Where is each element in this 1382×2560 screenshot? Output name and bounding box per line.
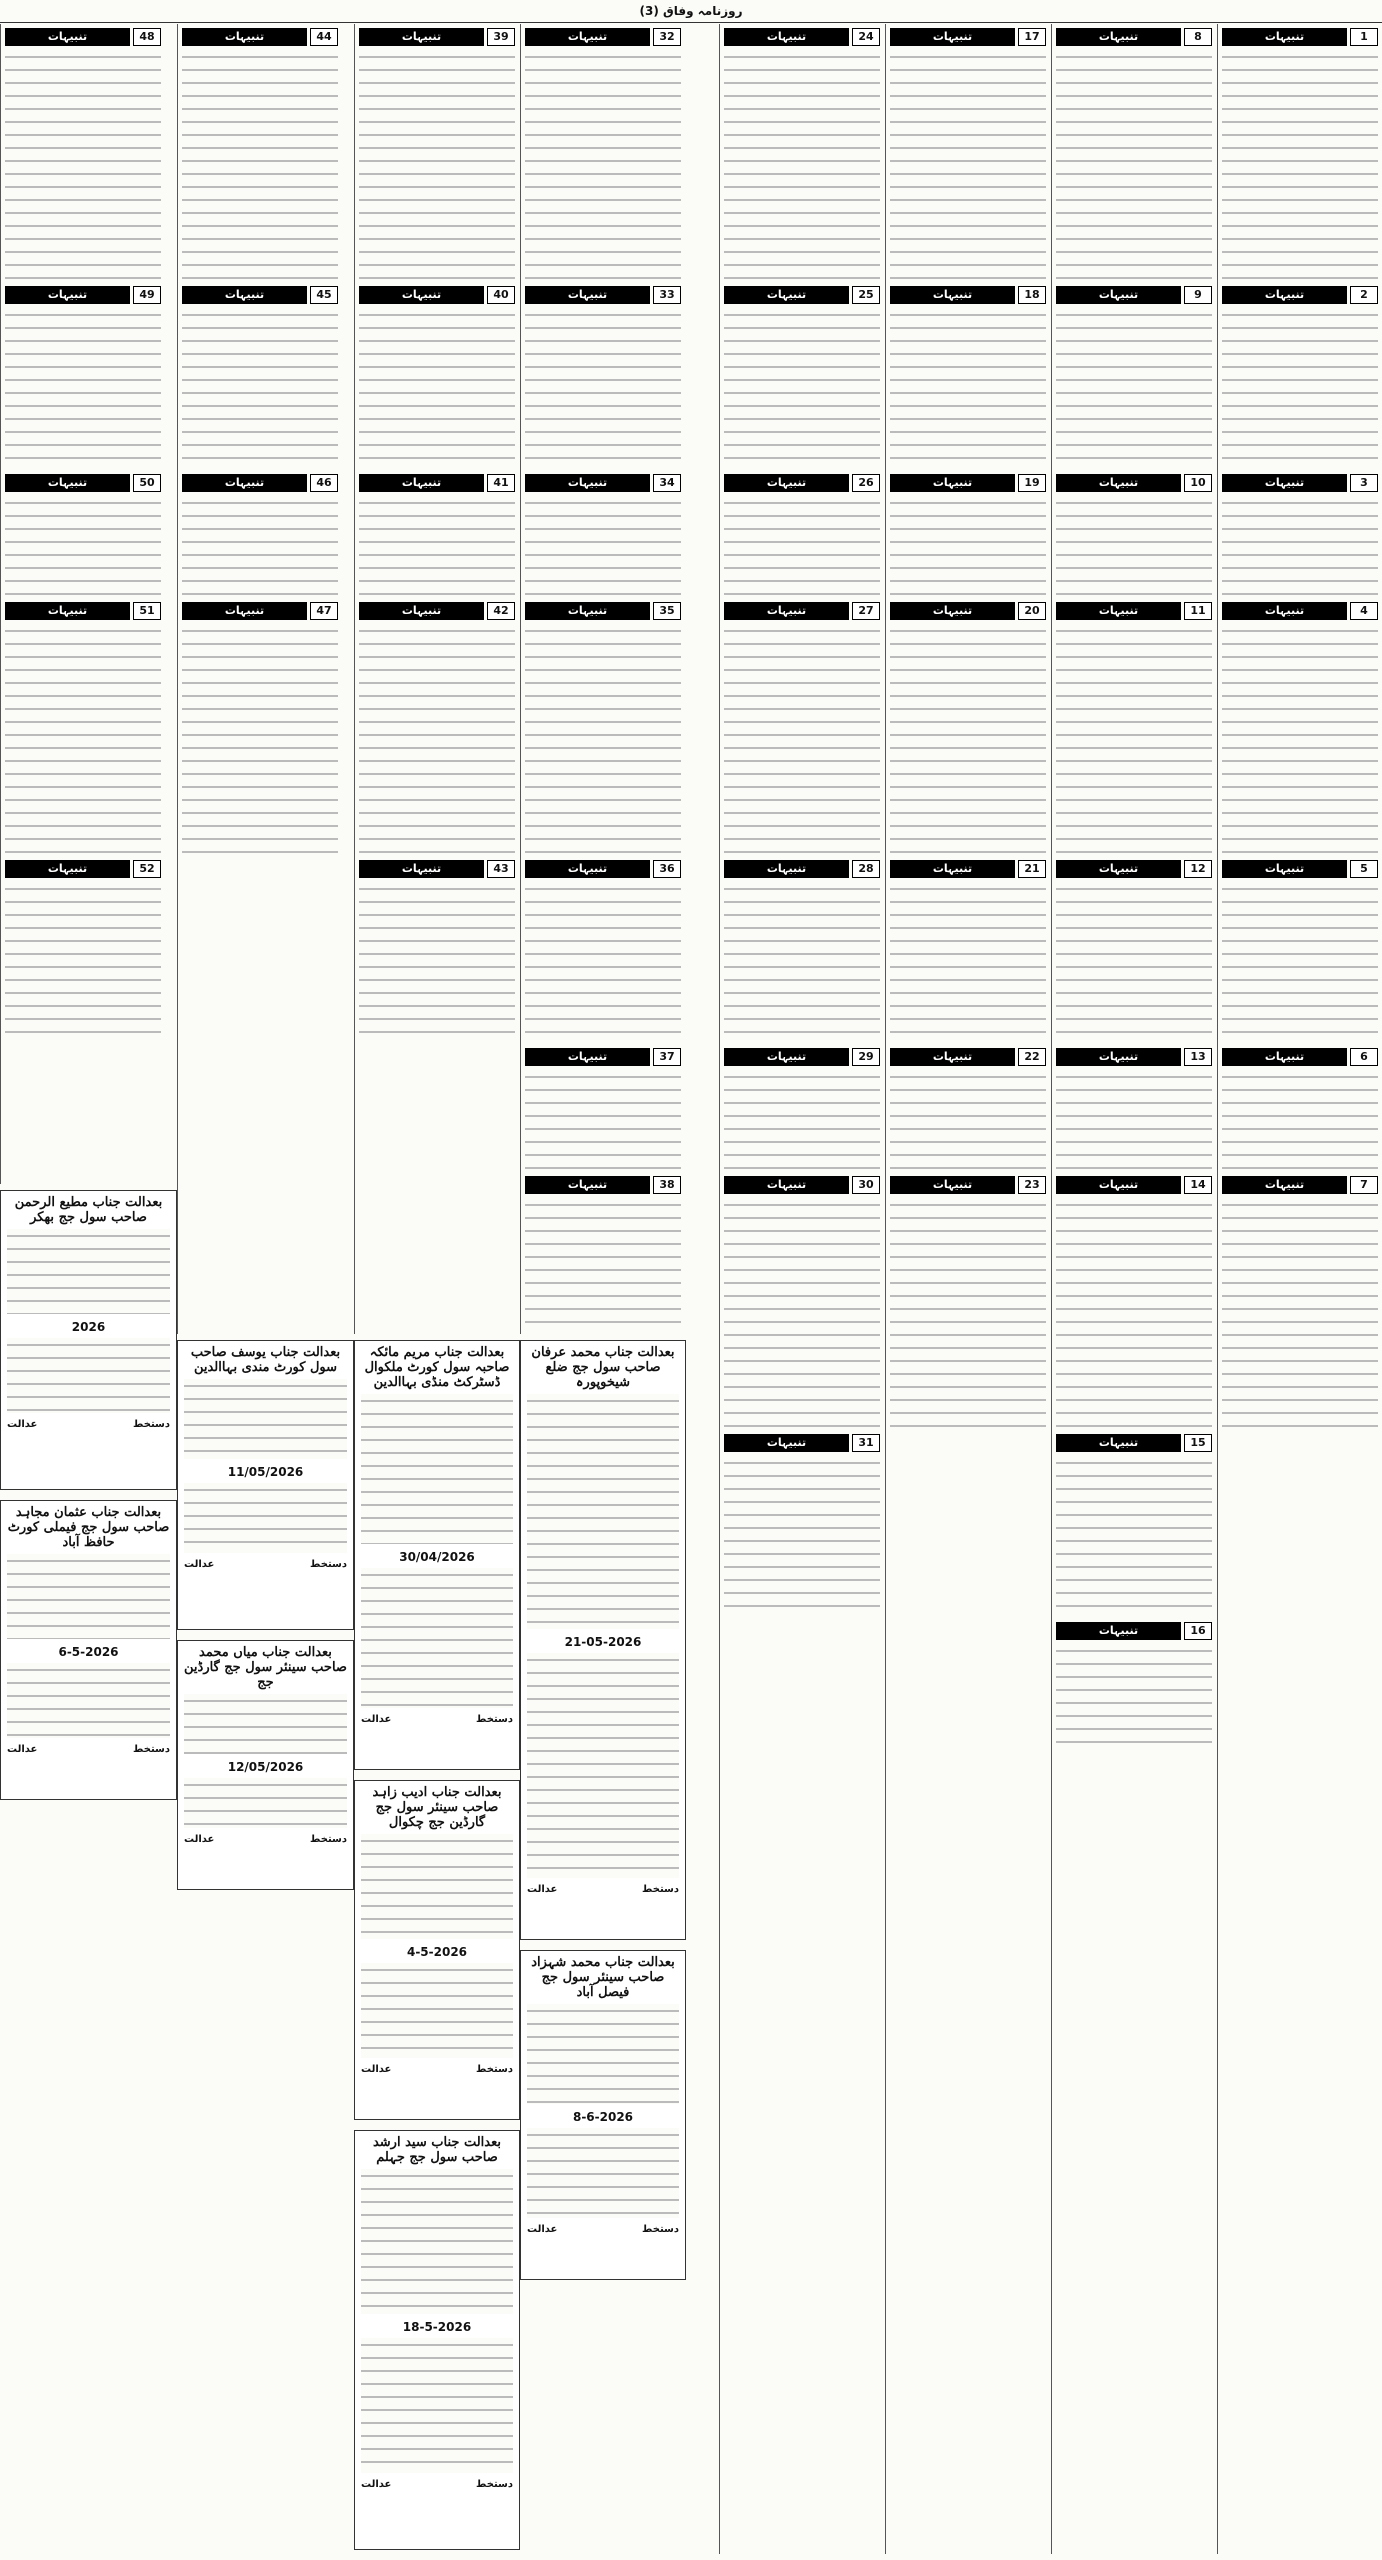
court-label: عدالت xyxy=(361,2479,392,2490)
news-text-block xyxy=(1222,496,1378,596)
news-text-block xyxy=(182,50,338,280)
notice-number: 52 xyxy=(133,860,161,878)
court-label: عدالت xyxy=(527,1884,558,1895)
notice-number: 49 xyxy=(133,286,161,304)
news-column xyxy=(0,24,165,1184)
notice-signature-row xyxy=(361,1714,513,1725)
notice-label xyxy=(359,474,515,492)
court-notice-title: بعدالت جناب ادیب زاہد صاحب سینئر سول جج گارڈین جج چکوال xyxy=(372,1785,502,1830)
court-notice xyxy=(354,2130,520,2550)
court-label: عدالت xyxy=(7,1419,38,1430)
notice-number: 45 xyxy=(310,286,338,304)
notice-label-text: تنبیہات xyxy=(5,286,130,304)
notice-number: 13 xyxy=(1184,1048,1212,1066)
news-text-block xyxy=(724,1198,880,1428)
news-text-block xyxy=(1222,624,1378,854)
news-column xyxy=(520,24,685,1334)
notice-text-block xyxy=(361,2338,513,2473)
notice-number: 2 xyxy=(1350,286,1378,304)
notice-number: 25 xyxy=(852,286,880,304)
notice-label-text: تنبیہات xyxy=(525,860,650,878)
signature-label: دستخط xyxy=(476,2479,513,2490)
notice-text-block xyxy=(527,2004,679,2104)
notice-label xyxy=(182,28,338,46)
news-text-block xyxy=(182,496,338,596)
news-text-block xyxy=(890,624,1046,854)
signature-label: دستخط xyxy=(133,1744,170,1755)
notice-label xyxy=(1222,602,1378,620)
notice-label-text: تنبیہات xyxy=(1222,286,1347,304)
notice-label xyxy=(1056,602,1212,620)
signature-label: دستخط xyxy=(133,1419,170,1430)
news-column xyxy=(719,24,884,2554)
notice-label-text: تنبیہات xyxy=(1056,1048,1181,1066)
notice-number: 6 xyxy=(1350,1048,1378,1066)
notice-number: 47 xyxy=(310,602,338,620)
notice-label-text: تنبیہات xyxy=(1222,860,1347,878)
notice-label-text: تنبیہات xyxy=(724,602,849,620)
notice-label-text: تنبیہات xyxy=(724,1434,849,1452)
news-text-block xyxy=(525,50,681,280)
notice-label xyxy=(724,860,880,878)
notice-label xyxy=(5,602,161,620)
notice-label xyxy=(5,860,161,878)
news-text-block xyxy=(5,50,161,280)
notice-signature-row xyxy=(184,1559,347,1570)
notice-text-block xyxy=(7,1663,170,1738)
notice-label xyxy=(5,28,161,46)
notice-label xyxy=(890,1048,1046,1066)
news-text-block xyxy=(5,308,161,468)
notice-label xyxy=(1222,860,1378,878)
notice-number: 4 xyxy=(1350,602,1378,620)
notice-label-text: تنبیہات xyxy=(890,860,1015,878)
notice-label-text: تنبیہات xyxy=(1056,474,1181,492)
notice-label-text: تنبیہات xyxy=(182,602,307,620)
notice-label xyxy=(1222,474,1378,492)
notice-label xyxy=(724,1048,880,1066)
notice-label-text: تنبیہات xyxy=(1056,860,1181,878)
notice-number: 39 xyxy=(487,28,515,46)
notice-label-text: تنبیہات xyxy=(5,602,130,620)
notice-label xyxy=(359,860,515,878)
news-text-block xyxy=(1056,882,1212,1042)
court-notice xyxy=(0,1500,177,1800)
notice-number: 31 xyxy=(852,1434,880,1452)
notice-signature-row xyxy=(527,1884,679,1895)
notice-label-text: تنبیہات xyxy=(1056,286,1181,304)
notice-label xyxy=(525,28,681,46)
notice-number: 51 xyxy=(133,602,161,620)
notice-text-block xyxy=(527,2128,679,2218)
notice-text-block xyxy=(361,2169,513,2314)
notice-label-text: تنبیہات xyxy=(182,474,307,492)
news-text-block xyxy=(359,50,515,280)
notice-label xyxy=(724,286,880,304)
notice-label-text: تنبیہات xyxy=(890,286,1015,304)
signature-label: دستخط xyxy=(310,1559,347,1570)
notice-number: 33 xyxy=(653,286,681,304)
hearing-date: 30/04/2026 xyxy=(399,1550,475,1564)
news-text-block xyxy=(724,496,880,596)
notice-number: 35 xyxy=(653,602,681,620)
news-text-block xyxy=(525,1070,681,1170)
news-text-block xyxy=(1056,1456,1212,1616)
notice-signature-row xyxy=(184,1834,347,1845)
notice-label xyxy=(1222,28,1378,46)
news-text-block xyxy=(182,624,338,854)
notice-label xyxy=(1222,1048,1378,1066)
notice-label xyxy=(1056,1048,1212,1066)
court-notice xyxy=(0,1190,177,1490)
notice-label xyxy=(525,474,681,492)
notice-label-text: تنبیہات xyxy=(359,286,484,304)
notice-label-text: تنبیہات xyxy=(5,860,130,878)
notice-label-text: تنبیہات xyxy=(724,286,849,304)
news-text-block xyxy=(890,1070,1046,1170)
notice-label-text: تنبیہات xyxy=(359,474,484,492)
news-column xyxy=(1051,24,1216,2554)
notice-number: 32 xyxy=(653,28,681,46)
signature-label: دستخط xyxy=(310,1834,347,1845)
court-label: عدالت xyxy=(361,1714,392,1725)
notice-label xyxy=(890,28,1046,46)
news-text-block xyxy=(5,496,161,596)
notice-signature-row xyxy=(7,1419,170,1430)
news-text-block xyxy=(890,1198,1046,1428)
notice-text-block xyxy=(527,1394,679,1629)
notice-number: 15 xyxy=(1184,1434,1212,1452)
hearing-date: 18-5-2026 xyxy=(402,2320,472,2334)
notice-label xyxy=(890,474,1046,492)
news-text-block xyxy=(1056,1198,1212,1428)
notice-label-text: تنبیہات xyxy=(890,602,1015,620)
notice-label xyxy=(890,602,1046,620)
news-text-block xyxy=(724,624,880,854)
notice-label-text: تنبیہات xyxy=(1056,1434,1181,1452)
news-text-block xyxy=(359,624,515,854)
hearing-date: 4-5-2026 xyxy=(406,1945,468,1959)
notice-text-block xyxy=(361,1568,513,1708)
notice-text-block xyxy=(361,1394,513,1544)
notice-label xyxy=(1056,1176,1212,1194)
notice-label-text: تنبیہات xyxy=(5,474,130,492)
notice-signature-row xyxy=(361,2479,513,2490)
notice-text-block xyxy=(7,1338,170,1413)
notice-number: 21 xyxy=(1018,860,1046,878)
notice-number: 11 xyxy=(1184,602,1212,620)
news-text-block xyxy=(724,1456,880,1616)
news-text-block xyxy=(359,496,515,596)
notice-number: 19 xyxy=(1018,474,1046,492)
notice-text-block xyxy=(7,1554,170,1639)
notice-number: 24 xyxy=(852,28,880,46)
court-label: عدالت xyxy=(527,2224,558,2235)
notice-label xyxy=(890,1176,1046,1194)
notice-label-text: تنبیہات xyxy=(525,1176,650,1194)
notice-label xyxy=(525,286,681,304)
news-text-block xyxy=(1056,50,1212,280)
notice-label-text: تنبیہات xyxy=(1222,1176,1347,1194)
signature-label: دستخط xyxy=(642,2224,679,2235)
notice-text-block xyxy=(184,1778,347,1828)
notice-label-text: تنبیہات xyxy=(525,474,650,492)
notice-number: 14 xyxy=(1184,1176,1212,1194)
notice-number: 43 xyxy=(487,860,515,878)
notice-number: 22 xyxy=(1018,1048,1046,1066)
notice-number: 48 xyxy=(133,28,161,46)
notice-label-text: تنبیہات xyxy=(1056,28,1181,46)
notice-number: 27 xyxy=(852,602,880,620)
notice-number: 9 xyxy=(1184,286,1212,304)
notice-number: 34 xyxy=(653,474,681,492)
news-text-block xyxy=(182,308,338,468)
notice-number: 30 xyxy=(852,1176,880,1194)
news-text-block xyxy=(525,1198,681,1334)
notice-label-text: تنبیہات xyxy=(890,474,1015,492)
notice-text-block xyxy=(527,1653,679,1878)
notice-label xyxy=(525,860,681,878)
court-notice xyxy=(520,1340,686,1940)
court-notice-title: بعدالت جناب سید ارشد صاحب سول جج جہلم xyxy=(372,2135,502,2165)
notice-number: 37 xyxy=(653,1048,681,1066)
court-notice xyxy=(354,1340,520,1770)
court-notice xyxy=(354,1780,520,2120)
notice-label-text: تنبیہات xyxy=(724,1176,849,1194)
notice-label-text: تنبیہات xyxy=(359,602,484,620)
notice-number: 26 xyxy=(852,474,880,492)
notice-number: 46 xyxy=(310,474,338,492)
notice-number: 12 xyxy=(1184,860,1212,878)
news-text-block xyxy=(1222,1198,1378,1428)
notice-label-text: تنبیہات xyxy=(724,860,849,878)
notice-label-text: تنبیہات xyxy=(525,28,650,46)
notice-label xyxy=(1222,1176,1378,1194)
news-text-block xyxy=(1222,50,1378,280)
news-text-block xyxy=(1222,308,1378,468)
news-text-block xyxy=(525,624,681,854)
news-text-block xyxy=(724,882,880,1042)
notice-label-text: تنبیہات xyxy=(1056,1622,1181,1640)
notice-label-text: تنبیہات xyxy=(890,1048,1015,1066)
notice-number: 28 xyxy=(852,860,880,878)
court-notice-title: بعدالت جناب محمد شہزاد صاحب سینئر سول جج فیصل آباد xyxy=(531,1955,675,2000)
notice-label-text: تنبیہات xyxy=(182,286,307,304)
notice-text-block xyxy=(361,1963,513,2058)
notice-label-text: تنبیہات xyxy=(359,28,484,46)
court-notice-title: بعدالت جناب مطیع الرحمن صاحب سول جج بھکر xyxy=(14,1195,163,1225)
news-text-block xyxy=(1056,308,1212,468)
news-text-block xyxy=(890,308,1046,468)
hearing-date: 11/05/2026 xyxy=(227,1465,304,1479)
notice-label xyxy=(359,286,515,304)
news-text-block xyxy=(525,882,681,1042)
notice-signature-row xyxy=(527,2224,679,2235)
court-notice-title: بعدالت جناب یوسف صاحب سول کورٹ مندی بہاالدین xyxy=(190,1345,341,1375)
court-notice xyxy=(177,1640,354,1890)
notice-label-text: تنبیہات xyxy=(1222,28,1347,46)
notice-label xyxy=(182,474,338,492)
news-text-block xyxy=(5,882,161,1042)
news-text-block xyxy=(525,496,681,596)
notice-label xyxy=(890,286,1046,304)
news-column xyxy=(354,24,519,1334)
signature-label: دستخط xyxy=(642,1884,679,1895)
notice-text-block xyxy=(7,1229,170,1314)
notice-label xyxy=(525,1048,681,1066)
notice-signature-row xyxy=(361,2064,513,2075)
news-text-block xyxy=(5,624,161,854)
news-text-block xyxy=(1222,882,1378,1042)
notice-label xyxy=(359,602,515,620)
news-text-block xyxy=(724,308,880,468)
notice-number: 16 xyxy=(1184,1622,1212,1640)
court-label: عدالت xyxy=(184,1559,215,1570)
news-text-block xyxy=(1056,1644,1212,1744)
notice-label xyxy=(1056,860,1212,878)
court-label: عدالت xyxy=(7,1744,38,1755)
notice-number: 41 xyxy=(487,474,515,492)
notice-number: 38 xyxy=(653,1176,681,1194)
notice-label-text: تنبیہات xyxy=(1056,602,1181,620)
news-text-block xyxy=(1056,624,1212,854)
news-text-block xyxy=(525,308,681,468)
notice-number: 8 xyxy=(1184,28,1212,46)
court-notice xyxy=(520,1950,686,2280)
page-masthead: روزنامہ وفاق (3) xyxy=(0,0,1382,23)
notice-number: 17 xyxy=(1018,28,1046,46)
notice-label-text: تنبیہات xyxy=(890,28,1015,46)
notice-label xyxy=(724,1434,880,1452)
notice-label-text: تنبیہات xyxy=(359,860,484,878)
hearing-date: 6-5-2026 xyxy=(58,1645,119,1659)
notice-label-text: تنبیہات xyxy=(525,286,650,304)
notice-signature-row xyxy=(7,1744,170,1755)
news-text-block xyxy=(724,50,880,280)
notice-text-block xyxy=(184,1694,347,1754)
notice-number: 40 xyxy=(487,286,515,304)
news-text-block xyxy=(1222,1070,1378,1170)
court-notice-title: بعدالت جناب میاں محمد صاحب سینئر سول جج گارڈین جج xyxy=(184,1645,347,1690)
court-notice-title: بعدالت جناب عثمان مجاہد صاحب سول جج فیملی کورٹ حافظ آباد xyxy=(7,1505,170,1550)
news-text-block xyxy=(359,882,515,1042)
notice-number: 29 xyxy=(852,1048,880,1066)
court-notice-title: بعدالت جناب محمد عرفان صاحب سول جج ضلع شیخوپورہ xyxy=(531,1345,675,1390)
notice-label xyxy=(182,286,338,304)
news-column xyxy=(177,24,342,1334)
hearing-date: 8-6-2026 xyxy=(572,2110,634,2124)
notice-text-block xyxy=(361,1834,513,1939)
notice-number: 23 xyxy=(1018,1176,1046,1194)
notice-number: 18 xyxy=(1018,286,1046,304)
notice-label-text: تنبیہات xyxy=(724,474,849,492)
court-label: عدالت xyxy=(361,2064,392,2075)
notice-label xyxy=(890,860,1046,878)
notice-label-text: تنبیہات xyxy=(525,1048,650,1066)
notice-label-text: تنبیہات xyxy=(724,28,849,46)
notice-label xyxy=(182,602,338,620)
signature-label: دستخط xyxy=(476,2064,513,2075)
court-notice-title: بعدالت جناب مریم مائکہ صاحبہ سول کورٹ ملکوال ڈسٹرکٹ منڈی بہاالدین xyxy=(364,1345,510,1390)
notice-label xyxy=(724,602,880,620)
notice-label-text: تنبیہات xyxy=(724,1048,849,1066)
notice-label xyxy=(724,474,880,492)
notice-label xyxy=(1056,28,1212,46)
notice-number: 36 xyxy=(653,860,681,878)
notice-number: 50 xyxy=(133,474,161,492)
court-label: عدالت xyxy=(184,1834,215,1845)
notice-label xyxy=(5,286,161,304)
news-text-block xyxy=(890,50,1046,280)
notice-label-text: تنبیہات xyxy=(890,1176,1015,1194)
notice-number: 3 xyxy=(1350,474,1378,492)
notice-number: 20 xyxy=(1018,602,1046,620)
notice-number: 42 xyxy=(487,602,515,620)
notice-label-text: تنبیہات xyxy=(1222,1048,1347,1066)
notice-label xyxy=(1056,286,1212,304)
notice-number: 7 xyxy=(1350,1176,1378,1194)
notice-label xyxy=(1056,1622,1212,1640)
notice-label xyxy=(525,1176,681,1194)
news-text-block xyxy=(890,882,1046,1042)
notice-label xyxy=(5,474,161,492)
notice-number: 44 xyxy=(310,28,338,46)
court-notice xyxy=(177,1340,354,1630)
hearing-date: 2026 xyxy=(71,1320,106,1334)
notice-label xyxy=(1222,286,1378,304)
notice-label xyxy=(359,28,515,46)
news-text-block xyxy=(890,496,1046,596)
news-text-block xyxy=(359,308,515,468)
notice-label-text: تنبیہات xyxy=(1222,602,1347,620)
notice-label-text: تنبیہات xyxy=(182,28,307,46)
news-column xyxy=(885,24,1050,2554)
notice-label-text: تنبیہات xyxy=(525,602,650,620)
hearing-date: 12/05/2026 xyxy=(227,1760,304,1774)
news-text-block xyxy=(1056,496,1212,596)
notice-number: 10 xyxy=(1184,474,1212,492)
notice-label xyxy=(724,28,880,46)
news-text-block xyxy=(1056,1070,1212,1170)
notice-number: 1 xyxy=(1350,28,1378,46)
notice-label xyxy=(724,1176,880,1194)
notice-text-block xyxy=(184,1483,347,1553)
notice-number: 5 xyxy=(1350,860,1378,878)
news-text-block xyxy=(724,1070,880,1170)
hearing-date: 21-05-2026 xyxy=(564,1635,642,1649)
notice-text-block xyxy=(184,1379,347,1459)
notice-label-text: تنبیہات xyxy=(1222,474,1347,492)
notice-label-text: تنبیہات xyxy=(1056,1176,1181,1194)
notice-label xyxy=(525,602,681,620)
signature-label: دستخط xyxy=(476,1714,513,1725)
notice-label xyxy=(1056,1434,1212,1452)
notice-label xyxy=(1056,474,1212,492)
notice-label-text: تنبیہات xyxy=(5,28,130,46)
news-column xyxy=(1217,24,1382,2554)
